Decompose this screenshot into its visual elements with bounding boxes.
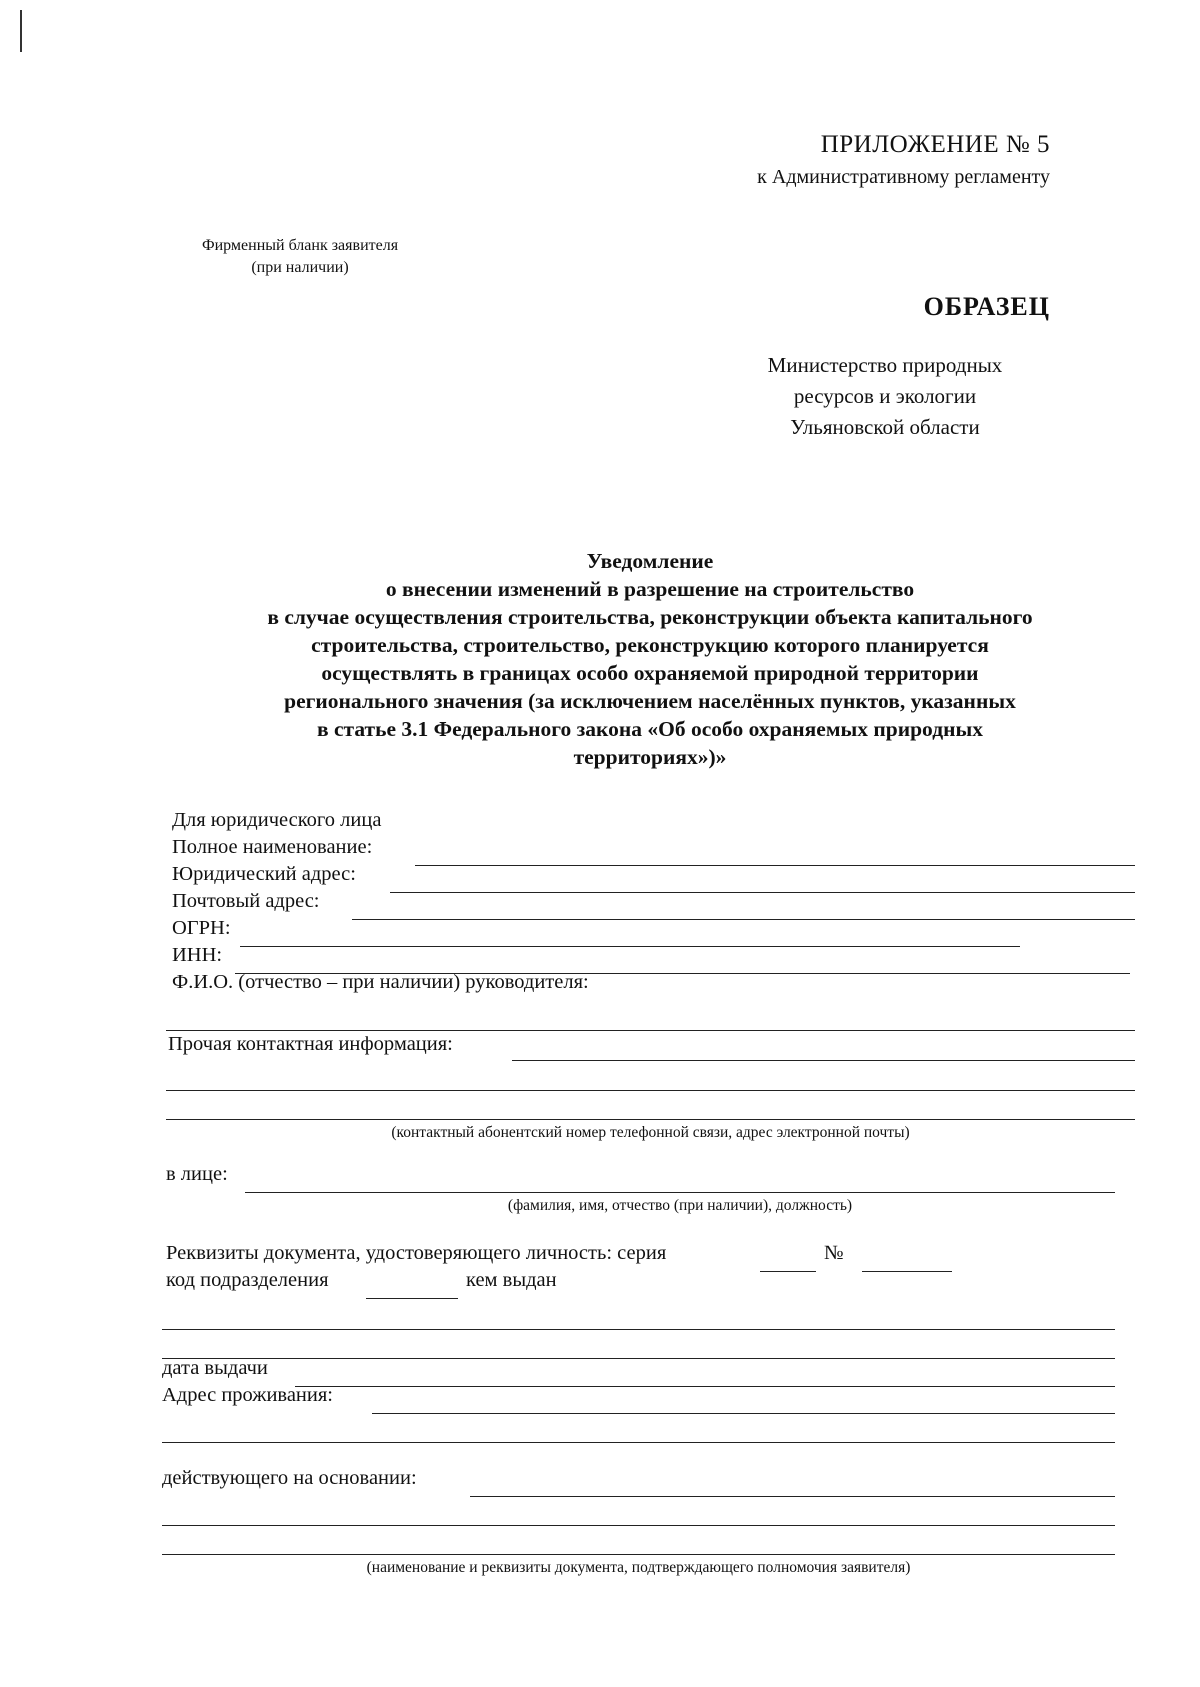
scan-artifact <box>20 10 22 52</box>
issue-date-field[interactable] <box>295 1386 1115 1387</box>
id-number-field[interactable] <box>862 1271 952 1272</box>
appendix-subtitle: к Административному регламенту <box>757 166 1050 188</box>
legal-address-label: Юридический адрес: <box>172 863 356 885</box>
title-line: в статье 3.1 Федерального закона «Об особо охраняемых природных <box>316 717 983 741</box>
id-series-field[interactable] <box>760 1271 816 1272</box>
basis-field-line-1[interactable] <box>470 1496 1115 1497</box>
id-document-label: Реквизиты документа, удостоверяющего личность: серия <box>166 1242 667 1264</box>
residence-label: Адрес проживания: <box>162 1384 333 1406</box>
represented-by-caption: (фамилия, имя, отчество (при наличии), должность) <box>507 1197 853 1214</box>
ogrn-field[interactable] <box>240 946 1020 947</box>
title-line: строительства, строительство, реконструкцию которого планируется <box>311 633 989 657</box>
division-code-field[interactable] <box>366 1298 458 1299</box>
director-field[interactable] <box>166 1030 1135 1031</box>
residence-field-line-1[interactable] <box>372 1413 1115 1414</box>
legal-address-field[interactable] <box>390 892 1135 893</box>
represented-by-field[interactable] <box>245 1192 1115 1193</box>
issued-by-field-line-2[interactable] <box>162 1358 1115 1359</box>
title-line: Уведомление <box>586 549 714 573</box>
letterhead-line: Фирменный бланк заявителя <box>201 237 399 254</box>
recipient-line: Министерство природных <box>767 353 1003 377</box>
recipient-line: ресурсов и экологии <box>793 384 977 408</box>
full-name-field[interactable] <box>415 865 1135 866</box>
contact-caption: (контактный абонентский номер телефонной связи, адрес электронной почты) <box>391 1124 910 1141</box>
ogrn-label: ОГРН: <box>172 917 231 939</box>
issued-by-field-line-1[interactable] <box>162 1329 1115 1330</box>
title-line: территориях»)» <box>573 745 727 769</box>
legal-entity-heading: Для юридического лица <box>172 809 382 831</box>
title-line: осуществлять в границах особо охраняемой природной территории <box>321 661 979 685</box>
full-name-label: Полное наименование: <box>172 836 373 858</box>
postal-address-label: Почтовый адрес: <box>172 890 320 912</box>
sample-label: ОБРАЗЕЦ <box>923 292 1050 321</box>
appendix-title: ПРИЛОЖЕНИЕ № 5 <box>820 131 1050 158</box>
contact-field-line-3[interactable] <box>166 1119 1135 1120</box>
contact-field-line-2[interactable] <box>166 1090 1135 1091</box>
recipient-line: Ульяновской области <box>790 415 980 439</box>
basis-caption: (наименование и реквизиты документа, подтверждающего полномочия заявителя) <box>366 1559 911 1576</box>
postal-address-field[interactable] <box>352 919 1135 920</box>
recipient-block <box>725 350 1045 443</box>
director-label: Ф.И.О. (отчество – при наличии) руководителя: <box>172 971 589 993</box>
title-line: о внесении изменений в разрешение на строительство <box>385 577 915 601</box>
number-sign: № <box>824 1242 844 1264</box>
document-title <box>180 547 1120 771</box>
letterhead-line: (при наличии) <box>251 259 349 276</box>
contact-field-line-1[interactable] <box>512 1060 1135 1061</box>
issue-date-label: дата выдачи <box>162 1357 268 1379</box>
basis-field-line-2[interactable] <box>162 1525 1115 1526</box>
letterhead-note <box>160 235 440 279</box>
division-code-label: код подразделения <box>166 1269 329 1291</box>
residence-field-line-2[interactable] <box>162 1442 1115 1443</box>
inn-label: ИНН: <box>172 944 223 966</box>
title-line: регионального значения (за исключением населённых пунктов, указанных <box>284 689 1016 713</box>
title-line: в случае осуществления строительства, реконструкции объекта капитального <box>267 605 1033 629</box>
contact-label: Прочая контактная информация: <box>168 1033 453 1055</box>
basis-field-line-3[interactable] <box>162 1554 1115 1555</box>
basis-label: действующего на основании: <box>162 1467 417 1489</box>
represented-by-label: в лице: <box>166 1163 228 1185</box>
issued-by-label: кем выдан <box>466 1269 557 1291</box>
